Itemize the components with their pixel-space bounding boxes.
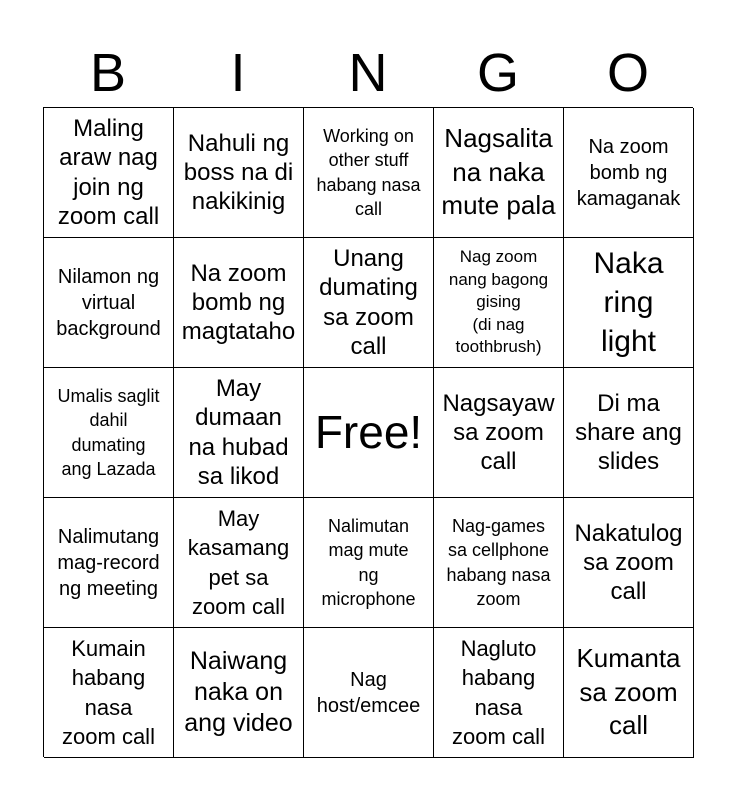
bingo-cell: Nagluto habang nasa zoom call	[434, 628, 564, 758]
header-letter-b: B	[89, 43, 127, 103]
bingo-cell: Nakatulog sa zoom call	[564, 498, 694, 628]
bingo-cell: Di ma share ang slides	[564, 368, 694, 498]
bingo-cell: Naka ring light	[564, 238, 694, 368]
bingo-cell: Kumain habang nasa zoom call	[44, 628, 174, 758]
bingo-cell: Na zoom bomb ng kamaganak	[564, 108, 694, 238]
bingo-cell: May dumaan na hubad sa likod	[174, 368, 304, 498]
header-letter-i: I	[230, 43, 246, 103]
bingo-cell: May kasamang pet sa zoom call	[174, 498, 304, 628]
bingo-cell: Naiwang naka on ang video	[174, 628, 304, 758]
bingo-cell: Nilamon ng virtual background	[44, 238, 174, 368]
bingo-cell: Maling araw nag join ng zoom call	[44, 108, 174, 238]
bingo-cell: Nalimutang mag-record ng meeting	[44, 498, 174, 628]
bingo-cell: Umalis saglit dahil dumating ang Lazada	[44, 368, 174, 498]
free-space: Free!	[304, 368, 434, 498]
bingo-cell: Nag-games sa cellphone habang nasa zoom	[434, 498, 564, 628]
bingo-cell: Unang dumating sa zoom call	[304, 238, 434, 368]
bingo-cell: Nag host/emcee	[304, 628, 434, 758]
bingo-cell: Nalimutan mag mute ng microphone	[304, 498, 434, 628]
bingo-cell: Nagsayaw sa zoom call	[434, 368, 564, 498]
bingo-header	[43, 40, 693, 106]
bingo-cell: Nagsalita na naka mute pala	[434, 108, 564, 238]
header-letter-n: N	[348, 43, 388, 103]
bingo-cell: Na zoom bomb ng magtataho	[174, 238, 304, 368]
header-letter-o: O	[606, 43, 649, 103]
bingo-cell: Kumanta sa zoom call	[564, 628, 694, 758]
header-letter-g: G	[476, 43, 519, 103]
bingo-cell: Working on other stuff habang nasa call	[304, 108, 434, 238]
bingo-cell: Nag zoom nang bagong gising (di nag toothbrush)	[434, 238, 564, 368]
bingo-cell: Nahuli ng boss na di nakikinig	[174, 108, 304, 238]
bingo-grid	[43, 107, 693, 757]
